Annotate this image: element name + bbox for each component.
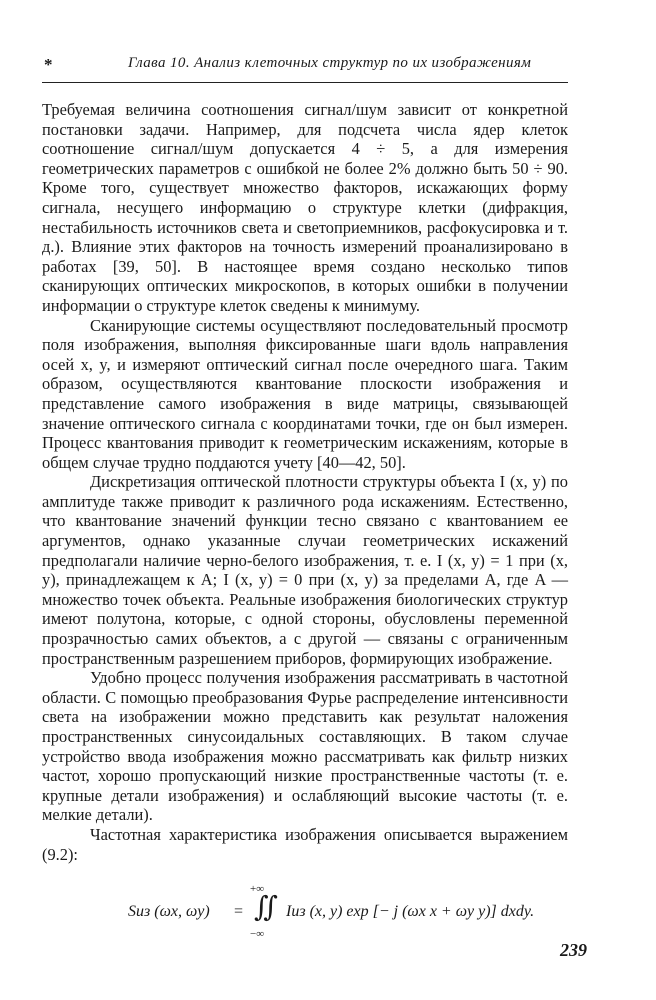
- formula-integrand: Iиз (x, y) exp [− j (ωx x + ωy y)] dxdy.: [286, 903, 535, 920]
- paragraph: Сканирующие системы осуществляют последовательный просмотр поля изображения, выполняя фиксированные шаги вдоль направления осей x, y, и измеряют оптический сигнал после очередного шага. Таким образом, осуществляются квантование плоскости изображения и представление самого изображения в виде матрицы, связывающей значение оптического сигнала с координатами точки, где он был измерен. Процесс квантования приводит к геометрическим искажениям, которые в общем случае трудно поддаются учету [40—42, 50].: [42, 315, 568, 472]
- header-rule: [42, 82, 568, 83]
- body-text: [42, 100, 568, 864]
- formula-lhs: Sиз (ωx, ωy): [128, 903, 210, 920]
- double-integral-sign: ∬: [254, 892, 278, 923]
- integral-upper-limit: +∞: [250, 883, 265, 895]
- paragraph: Удобно процесс получения изображения рассматривать в частотной области. С помощью преобразования Фурье распределение интенсивности света на изображении можно представить как результат наложения пространственных синусоидальных составляющих. В таком случае устройство ввода изображения можно рассматривать как фильтр низких частот, хорошо пропускающий низкие пространственные частоты (т. е. крупные детали изображения) и ослабляющий высокие частоты (т. е. мелкие детали).: [42, 668, 568, 825]
- formula-equals: =: [234, 903, 244, 920]
- paragraph: Дискретизация оптической плотности структуры объекта I (x, y) по амплитуде также приводит к различного рода искажениям. Естественно, что квантование значений функции тесно связано с квантованием ее аргументов, однако указанные случаи геометрических искажений предполагали наличие черно-белого изображения, т. е. I (x, y) = 1 при (x, y), принадлежащем к A; I (x, y) = 0 при (x, y) за пределами A, где A — множество точек объекта. Реальные изображения биологических структур имеют полутона, которые, с одной стороны, обусловлены переменной прозрачностью самих объектов, а с другой — связаны с ограниченным пространственным разрешением приборов, формирующих изображение.: [42, 472, 568, 668]
- running-header: Глава 10. Анализ клеточных структур по их изображениям: [128, 55, 532, 71]
- header-mark: *: [44, 55, 53, 74]
- formula-9-2: [128, 883, 568, 940]
- page-number: 239: [560, 940, 587, 960]
- paragraph: Частотная характеристика изображения описывается выражением (9.2):: [42, 824, 568, 864]
- paragraph: Требуемая величина соотношения сигнал/шум зависит от конкретной постановки задачи. Например, для подсчета числа ядер клеток соотношение сигнал/шум допускается 4 ÷ 5, а для измерения геометрических параметров с ошибкой не более 2% должно быть 50 ÷ 90. Кроме того, существует множество факторов, искажающих форму сигнала, несущего информацию о структуре клетки (дифракция, нестабильность источников света и светоприемников, расфокусировка и т. д.). Влияние этих факторов на точность измерений проанализировано в работах [39, 50]. В настоящее время создано несколько типов сканирующих оптических микроскопов, в которых ошибки в получении информации о структуре клеток сведены к минимуму.: [42, 100, 568, 315]
- integral-lower-limit: −∞: [250, 928, 265, 940]
